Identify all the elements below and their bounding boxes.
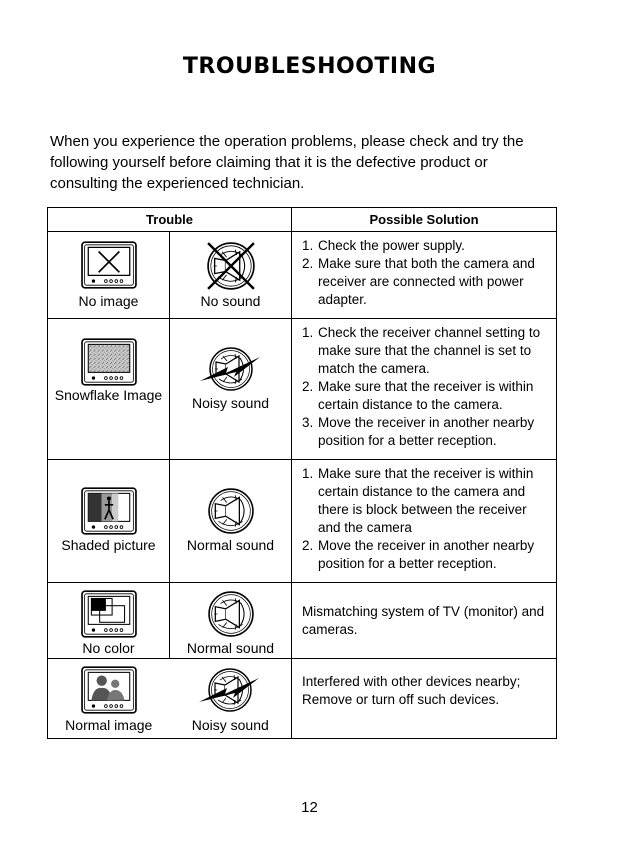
sound-label: Noisy sound (191, 717, 269, 733)
sound-cell (170, 319, 292, 460)
solution-text: Interfered with other devices nearby; Remove or turn off such devices. (302, 674, 521, 707)
solution-cell (292, 319, 557, 460)
solution-item: 1. Make sure that the receiver is within certain distance to the camera and there is block between the receiver and the camera (302, 466, 534, 535)
sound-label: No sound (200, 293, 261, 309)
solution-item: 2. Move the receiver in another nearby position for a better reception. (302, 538, 535, 571)
picture-cell (48, 319, 170, 460)
header-possible-solution: Possible Solution (292, 208, 557, 232)
sound-cell (170, 232, 292, 319)
picture-label: Normal image (65, 717, 153, 733)
solution-item: 1. Check the receiver channel setting to make sure that the channel is set to match the camera. (302, 325, 541, 376)
picture-cell (48, 460, 170, 583)
sound-cell (170, 659, 292, 739)
speaker-noisy-icon (197, 666, 263, 714)
picture-label: Snowflake Image (54, 387, 163, 403)
table-row (48, 460, 557, 583)
table-row (48, 583, 557, 659)
solution-item: 1. Check the power supply. (302, 238, 465, 253)
speaker-muted-icon (206, 242, 256, 290)
speaker-normal-icon (208, 591, 254, 637)
picture-cell (48, 232, 170, 319)
sound-cell (170, 460, 292, 583)
solution-item: 2. Make sure that the receiver is within certain distance to the camera. (302, 379, 534, 412)
picture-label: No color (82, 640, 135, 656)
intro-line: When you experience the operation problems, please check and try the (50, 133, 524, 150)
monitor-snow-icon (81, 338, 137, 386)
picture-label: Shaded picture (61, 537, 156, 553)
sound-cell (170, 583, 292, 659)
intro-line: following yourself before claiming that it is the defective product or (50, 154, 488, 171)
table-row (48, 659, 557, 739)
header-trouble: Trouble (48, 208, 292, 232)
speaker-noisy-icon (198, 345, 264, 393)
page-number: 12 (301, 799, 318, 816)
intro-line: consulting the experienced technician. (50, 175, 305, 192)
solution-cell (292, 460, 557, 583)
monitor-shaded-icon (81, 487, 137, 535)
solution-text: Mismatching system of TV (monitor) and cameras. (302, 604, 545, 637)
solution-cell (292, 583, 557, 659)
solution-cell (292, 232, 557, 319)
intro-paragraph (50, 131, 590, 194)
solution-item: 2. Make sure that both the camera and receiver are connected with power adapter. (302, 256, 535, 307)
table-row (48, 232, 557, 319)
picture-cell (48, 659, 170, 739)
page-title: TROUBLESHOOTING (182, 54, 437, 79)
sound-label: Normal sound (186, 537, 275, 553)
troubleshooting-table (47, 207, 557, 739)
solution-cell (292, 659, 557, 739)
monitor-x-icon (81, 241, 137, 289)
picture-cell (48, 583, 170, 659)
table-row (48, 319, 557, 460)
monitor-people-icon (81, 666, 137, 714)
sound-label: Normal sound (186, 640, 275, 656)
picture-label: No image (78, 293, 139, 309)
sound-label: Noisy sound (191, 395, 270, 411)
solution-item: 3. Move the receiver in another nearby position for a better reception. (302, 415, 535, 448)
speaker-normal-icon (208, 488, 254, 534)
monitor-nocolor-icon (81, 590, 137, 638)
